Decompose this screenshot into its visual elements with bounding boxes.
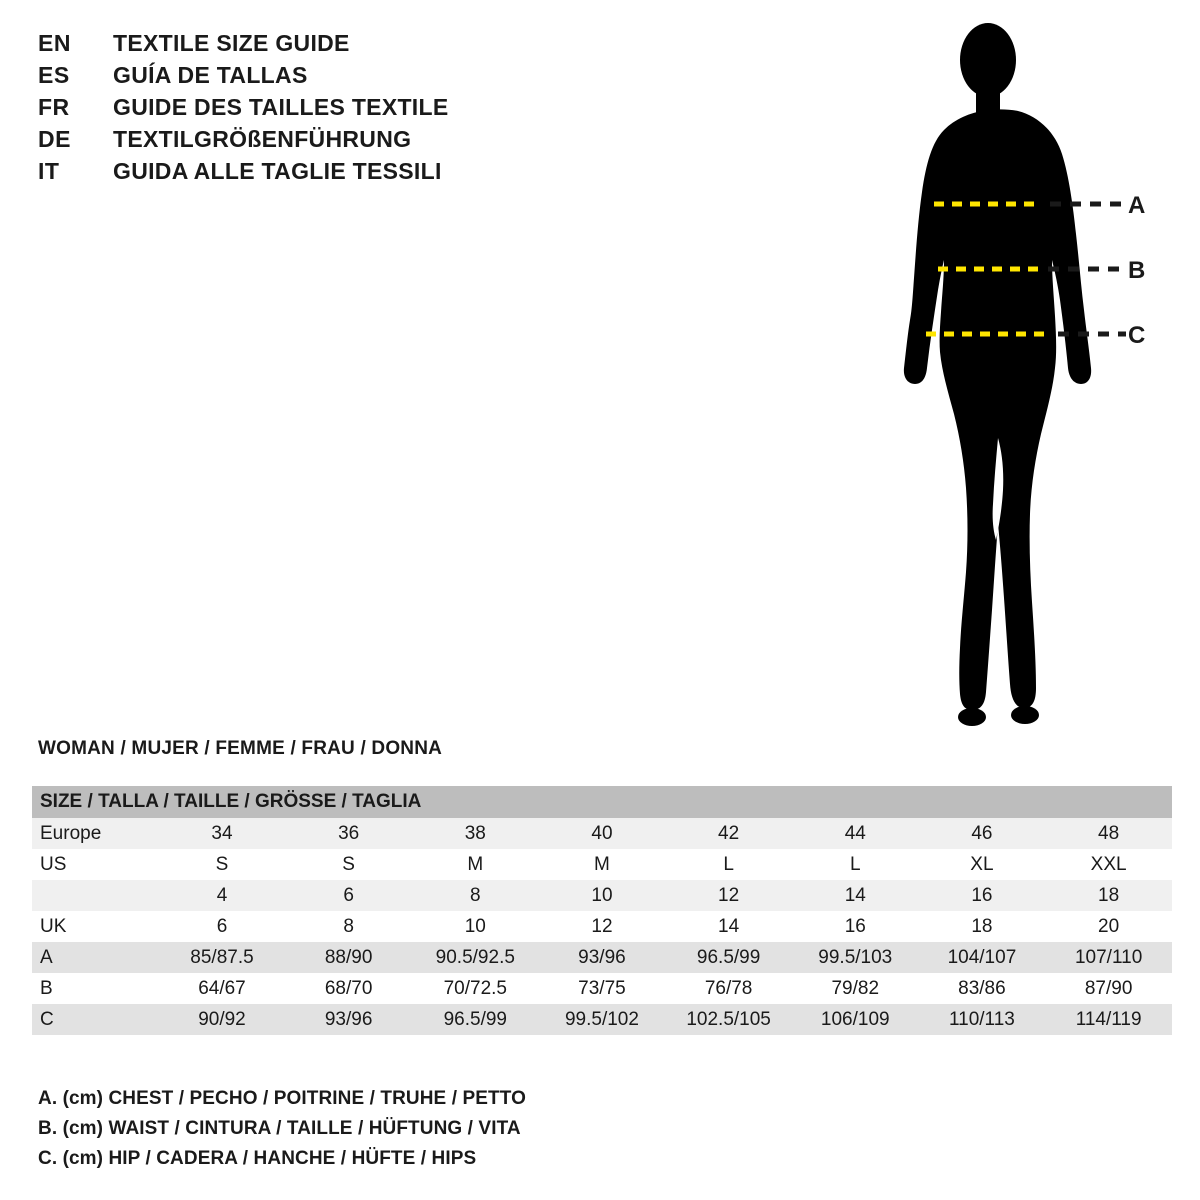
cell: 93/96	[324, 1008, 373, 1030]
cell: 18	[971, 915, 993, 937]
cell: L	[723, 853, 734, 875]
cell: 20	[1098, 915, 1120, 937]
cell: 42	[718, 822, 740, 844]
cell: 6	[216, 915, 228, 937]
cell: 12	[718, 884, 740, 906]
cell: 73/75	[578, 977, 626, 999]
language-row	[38, 126, 598, 158]
size-table	[32, 786, 1172, 1035]
language-code: FR	[38, 94, 70, 120]
cell: 4	[216, 884, 228, 906]
cell: XXL	[1090, 853, 1127, 875]
cell: 16	[971, 884, 993, 906]
cell: 114/119	[1075, 1008, 1142, 1030]
cell: M	[467, 853, 484, 875]
cell: 99.5/102	[564, 1008, 639, 1030]
cell: 87/90	[1084, 977, 1133, 999]
cell: 102.5/105	[686, 1008, 771, 1030]
cell: M	[594, 853, 610, 875]
cell: 83/86	[958, 977, 1006, 999]
table-row	[32, 880, 1172, 911]
cell: 8	[343, 915, 354, 937]
language-title: TEXTILGRÖßENFÜHRUNG	[113, 126, 412, 152]
cell: 90/92	[198, 1008, 246, 1030]
cell: 14	[718, 915, 740, 937]
cell: 96.5/99	[696, 946, 761, 968]
cell: 104/107	[947, 946, 1017, 968]
cell: 16	[844, 915, 866, 937]
cell: 40	[591, 822, 613, 844]
cell: 10	[591, 884, 613, 906]
cell: 14	[844, 884, 866, 906]
cell: 68/70	[324, 977, 373, 999]
language-code: EN	[38, 30, 71, 56]
cell: 96.5/99	[443, 1008, 507, 1030]
cell: 34	[211, 822, 233, 844]
female-silhouette-figure	[860, 20, 1180, 740]
cell: 79/82	[831, 977, 880, 999]
measure-label-c: C	[1128, 322, 1146, 349]
legend-line-c: C. (cm) HIP / CADERA / HANCHE / HÜFTE / HIPS	[38, 1148, 477, 1169]
language-code: ES	[38, 62, 70, 88]
language-row	[38, 94, 598, 126]
row-label: A	[40, 946, 53, 968]
table-row	[32, 942, 1172, 973]
row-label	[32, 880, 159, 911]
cell: XL	[970, 853, 994, 875]
cell: 10	[464, 915, 486, 937]
language-code: DE	[38, 126, 71, 152]
cell: 38	[464, 822, 486, 844]
cell: 44	[844, 822, 866, 844]
language-title: GUÍA DE TALLAS	[113, 62, 308, 88]
row-label: C	[40, 1008, 54, 1030]
cell: S	[215, 853, 229, 875]
cell: 36	[338, 822, 360, 844]
measure-label-a: A	[1128, 192, 1146, 219]
silhouette-svg	[860, 20, 1180, 740]
cell: 107/110	[1074, 946, 1143, 968]
cell: 8	[470, 884, 481, 906]
row-label: UK	[40, 915, 67, 937]
cell: 76/78	[704, 977, 753, 999]
cell: 12	[591, 915, 613, 937]
cell: 48	[1098, 822, 1120, 844]
cell: 90.5/92.5	[435, 946, 515, 968]
language-code: IT	[38, 158, 60, 184]
language-title: TEXTILE SIZE GUIDE	[113, 30, 350, 56]
section-title: WOMAN / MUJER / FEMME / FRAU / DONNA	[38, 738, 443, 759]
table-row	[32, 1004, 1172, 1035]
legend-line-a: A. (cm) CHEST / PECHO / POITRINE / TRUHE / PETTO	[38, 1088, 526, 1109]
legend-line-b: B. (cm) WAIST / CINTURA / TAILLE / HÜFTUNG / VITA	[38, 1118, 521, 1139]
cell: 99.5/103	[818, 946, 893, 968]
language-row	[38, 158, 598, 190]
cell: 18	[1098, 884, 1120, 906]
cell: S	[342, 853, 355, 875]
table-row	[32, 973, 1172, 1004]
cell: 70/72.5	[443, 977, 507, 999]
language-row	[38, 30, 598, 62]
row-label: B	[40, 977, 53, 999]
language-title-block	[38, 30, 598, 190]
cell: 93/96	[578, 946, 626, 968]
row-label: Europe	[40, 822, 102, 844]
language-row	[38, 62, 598, 94]
measure-label-b: B	[1128, 257, 1146, 284]
cell: 46	[971, 822, 993, 844]
cell: 106/109	[820, 1008, 890, 1030]
table-header-row	[32, 786, 1172, 818]
language-title: GUIDA ALLE TAGLIE TESSILI	[113, 158, 442, 184]
cell: 6	[343, 884, 354, 906]
cell: L	[849, 853, 861, 875]
language-title: GUIDE DES TAILLES TEXTILE	[113, 94, 449, 120]
cell: 88/90	[324, 946, 373, 968]
legend-block	[38, 1088, 938, 1178]
table-row	[32, 818, 1172, 849]
row-label: US	[40, 853, 67, 875]
cell: 110/113	[948, 1008, 1015, 1030]
table-header-label: SIZE / TALLA / TAILLE / GRÖSSE / TAGLIA	[32, 786, 1172, 818]
cell: 85/87.5	[190, 946, 254, 968]
table-row	[32, 849, 1172, 880]
table-row	[32, 911, 1172, 942]
cell: 64/67	[198, 977, 246, 999]
